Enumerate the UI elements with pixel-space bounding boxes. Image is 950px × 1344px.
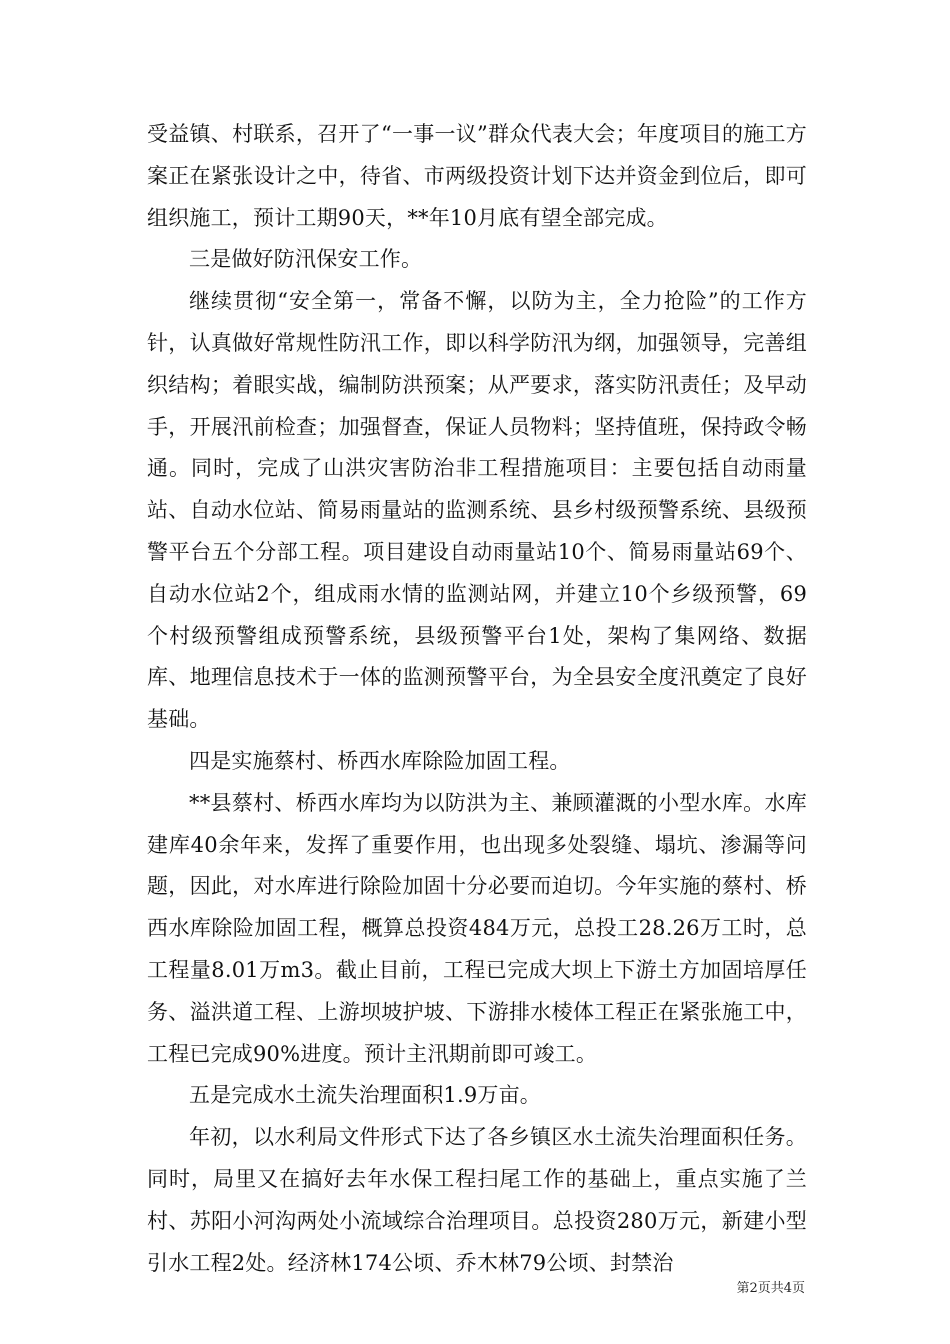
section-heading-flood-safety: 三是做好防汛保安工作。 [189,247,423,272]
page-number-footer: 第2页共4页 [736,1281,805,1296]
paragraph-reservoir: **县蔡村、桥西水库均为以防洪为主、兼顾灌溉的小型水库。水库建库40余年来，发挥了重要作用，也出现多处裂缝、塌坑、渗漏等问题，因此，对水库进行除险加固十分必要而迫切。今年实施的蔡村、桥西水库除险加固工程，概算总投资484万元，总投工28.26万工时，总工程量8.01万m3。截止目前，工程已完成大坝上下游土方加固培厚任务、溢洪道工程、上游坝坡护坡、下游排水棱体工程正在紧张施工中，工程已完成90%进度。预计主汛期前即可竣工。 [147,790,807,1066]
paragraph-flood-safety: 继续贯彻“安全第一，常备不懈，以防为主，全力抢险”的工作方针，认真做好常规性防汛工作，即以科学防汛为纲，加强领导，完善组织结构；着眼实战，编制防洪预案；从严要求，落实防汛责任；及早动手，开展汛前检查；加强督查，保证人员物料；坚持值班，保持政令畅通。同时，完成了山洪灾害防治非工程措施项目：主要包括自动雨量站、自动水位站、简易雨量站的监测系统、县乡村级预警系统、县级预警平台五个分部工程。项目建设自动雨量站10个、简易雨量站69个、自动水位站2个，组成雨水情的监测站网，并建立10个乡级预警，69个村级预警组成预警系统，县级预警平台1处，架构了集网络、数据库、地理信息技术于一体的监测预警平台，为全县安全度汛奠定了良好基础。 [147,289,807,732]
document-body [147,114,807,1284]
section-heading-reservoir: 四是实施蔡村、桥西水库除险加固工程。 [189,748,571,773]
section-heading-soil-erosion: 五是完成水土流失治理面积1.9万亩。 [189,1083,541,1108]
paragraph-soil-erosion: 年初，以水利局文件形式下达了各乡镇区水土流失治理面积任务。同时，局里又在搞好去年水保工程扫尾工作的基础上，重点实施了兰村、苏阳小河沟两处小流域综合治理项目。总投资280万元，新建小型引水工程2处。经济林174公顷、乔木林79公顷、封禁治 [147,1125,807,1275]
paragraph-continuation: 受益镇、村联系，召开了“一事一议”群众代表大会；年度项目的施工方案正在紧张设计之中，待省、市两级投资计划下达并资金到位后，即可组织施工，预计工期90天，**年10月底有望全部完成。 [147,122,807,230]
